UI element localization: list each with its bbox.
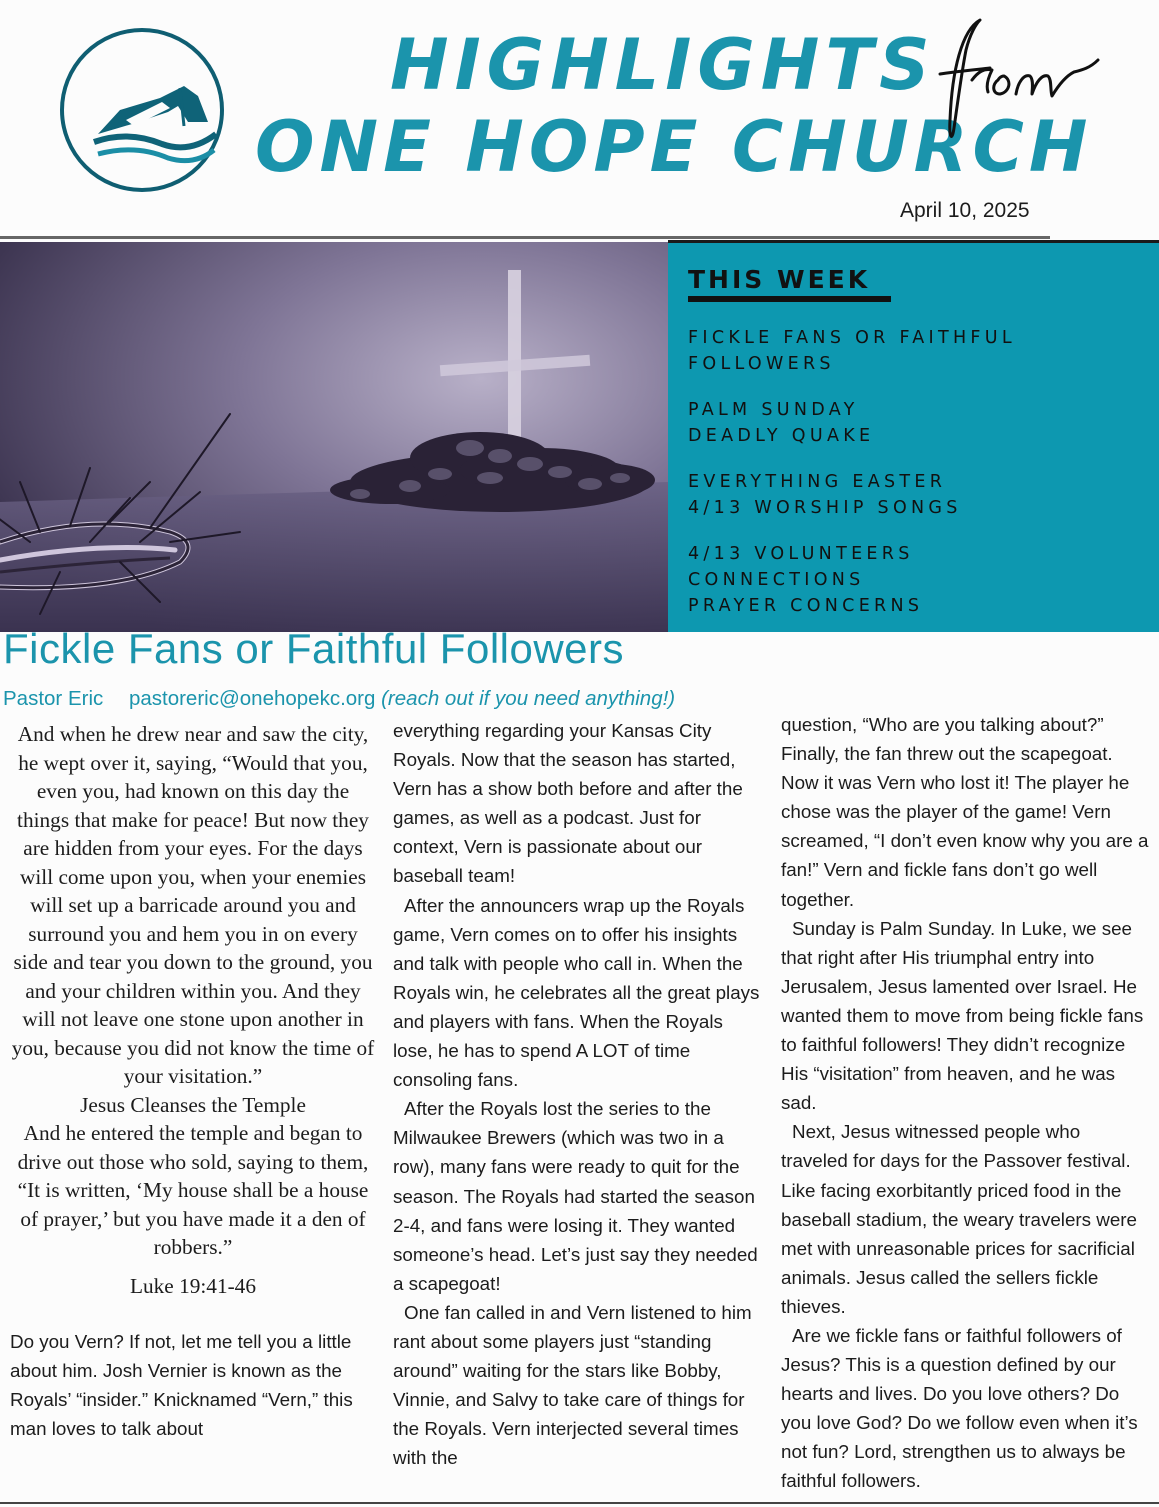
this-week-item-line: FICKLE FANS OR FAITHFUL xyxy=(688,328,1016,348)
author-name: Pastor Eric xyxy=(3,687,104,710)
issue-date: April 10, 2025 xyxy=(900,199,1030,222)
this-week-item-line: EVERYTHING EASTER xyxy=(688,472,947,492)
article-paragraph: Are we fickle fans or faithful followers of Jesus? This is a question defined by our hearts and lives. Do you love others? Do you love God? Do we follow even when it’s not fun? Lord, strengthen us to always be faithful followers. xyxy=(781,1324,1138,1492)
this-week-panel xyxy=(668,243,1159,632)
this-week-list xyxy=(688,325,1016,639)
scripture-reference: Luke 19:41-46 xyxy=(130,1273,256,1298)
article-title: Fickle Fans or Faithful Followers xyxy=(3,625,625,672)
this-week-item-line: PRAYER CONCERNS xyxy=(688,596,924,616)
this-week-item-line: 4/13 VOLUNTEERS xyxy=(688,544,914,564)
article-paragraph: everything regarding your Kansas City Royals. Now that the season has started, Vern has a show both before and after the games, as well as a podcast. Just for context, Vern is passionate about our baseball team! xyxy=(393,720,743,887)
author-email-link[interactable]: pastoreric@onehopekc.org xyxy=(128,687,376,710)
hero-image-crown-of-thorns-and-cross xyxy=(0,242,668,632)
this-week-heading: THIS WEEK xyxy=(688,265,871,294)
header-divider xyxy=(0,236,1050,239)
this-week-item-line: PALM SUNDAY xyxy=(688,400,859,420)
this-week-item xyxy=(688,325,1016,377)
article-paragraph: After the announcers wrap up the Royals game, Vern comes on to offer his insights and talk with people who call in. When the Royals win, he celebrates all the great plays and players with fans. When the Royals lose, he has to spend A LOT of time consoling fans. xyxy=(393,894,760,1091)
article-paragraph: Do you Vern? If not, let me tell you a little about him. Josh Vernier is known as the Royals’ “insider.” Knicknamed “Vern,” this man loves to talk about xyxy=(10,1330,353,1439)
header-title-line2: ONE HOPE CHURCH xyxy=(255,106,1093,188)
article-column-2 xyxy=(393,716,765,1472)
article-paragraph: Sunday is Palm Sunday. In Luke, we see that right after His triumphal entry into Jerusalem, Jesus lamented over Israel. He wanted them to move from being fickle fans to faithful followers! They didn’t recognize His “visitation” from heaven, and he was sad. xyxy=(781,917,1144,1114)
article-paragraph: After the Royals lost the series to the Milwaukee Brewers (which was two in a row), many fans were ready to quit for the season. The Royals had started the season 2-4, and fans were losing it. They wanted someone’s head. Let’s just say they needed a scapegoat! xyxy=(393,1098,758,1294)
article-column-3 xyxy=(781,710,1151,1496)
this-week-item xyxy=(688,397,1016,449)
scripture-passage: And he entered the temple and began to drive out those who sold, saying to them, “It is written, ‘My house shall be a house of prayer,’ but you have made it a den of robbers.” xyxy=(17,1121,369,1259)
scripture-passage: And when he drew near and saw the city, he wept over it, saying, “Would that you, even you, had known on this day the things that make for peace! But now they are hidden from your eyes. For the days will come upon you, when your enemies will set up a barricade around you and surround you and hem you in on every side and tear you down to the ground, you and your children within you. And they will not leave one stone upon another in you, because you did not know the time of your visitation.” xyxy=(11,722,375,1088)
this-week-item-line: 4/13 WORSHIP SONGS xyxy=(688,498,962,518)
this-week-underline xyxy=(688,296,891,302)
article-paragraph: question, “Who are you talking about?” Finally, the fan threw out the scapegoat. Now it was Vern who lost it! The player he chose was the player of the game! Vern screamed, “I don’t even know why you are a fan!” Vern and fickle fans don’t go well together. xyxy=(781,714,1149,910)
footer-divider xyxy=(0,1502,1159,1504)
article-byline xyxy=(3,687,675,711)
this-week-item-line: CONNECTIONS xyxy=(688,570,865,590)
article-column-1 xyxy=(10,720,376,1443)
article-paragraph: Next, Jesus witnessed people who traveled for days for the Passover festival. Like facing exorbitantly priced food in the baseball stadium, the weary travelers were met with unreasonable prices for sacrificial animals. Jesus called the sellers fickle thieves. xyxy=(781,1121,1137,1317)
this-week-item-line: FOLLOWERS xyxy=(688,354,835,374)
article-paragraph: One fan called in and Vern listened to him rant about some players just “standing around” waiting for the stars like Bobby, Vinnie, and Salvy to take care of things for the Royals. Vern interjected several times with the xyxy=(393,1301,752,1469)
this-week-item xyxy=(688,541,1016,619)
byline-note: (reach out if you need anything!) xyxy=(381,687,676,710)
from-script-lettering xyxy=(932,10,1107,145)
church-logo xyxy=(58,26,226,194)
this-week-item-line: DEADLY QUAKE xyxy=(688,426,875,446)
this-week-item xyxy=(688,469,1016,521)
scripture-heading: Jesus Cleanses the Temple xyxy=(80,1092,306,1117)
header-title-line1: HIGHLIGHTS xyxy=(390,24,936,106)
